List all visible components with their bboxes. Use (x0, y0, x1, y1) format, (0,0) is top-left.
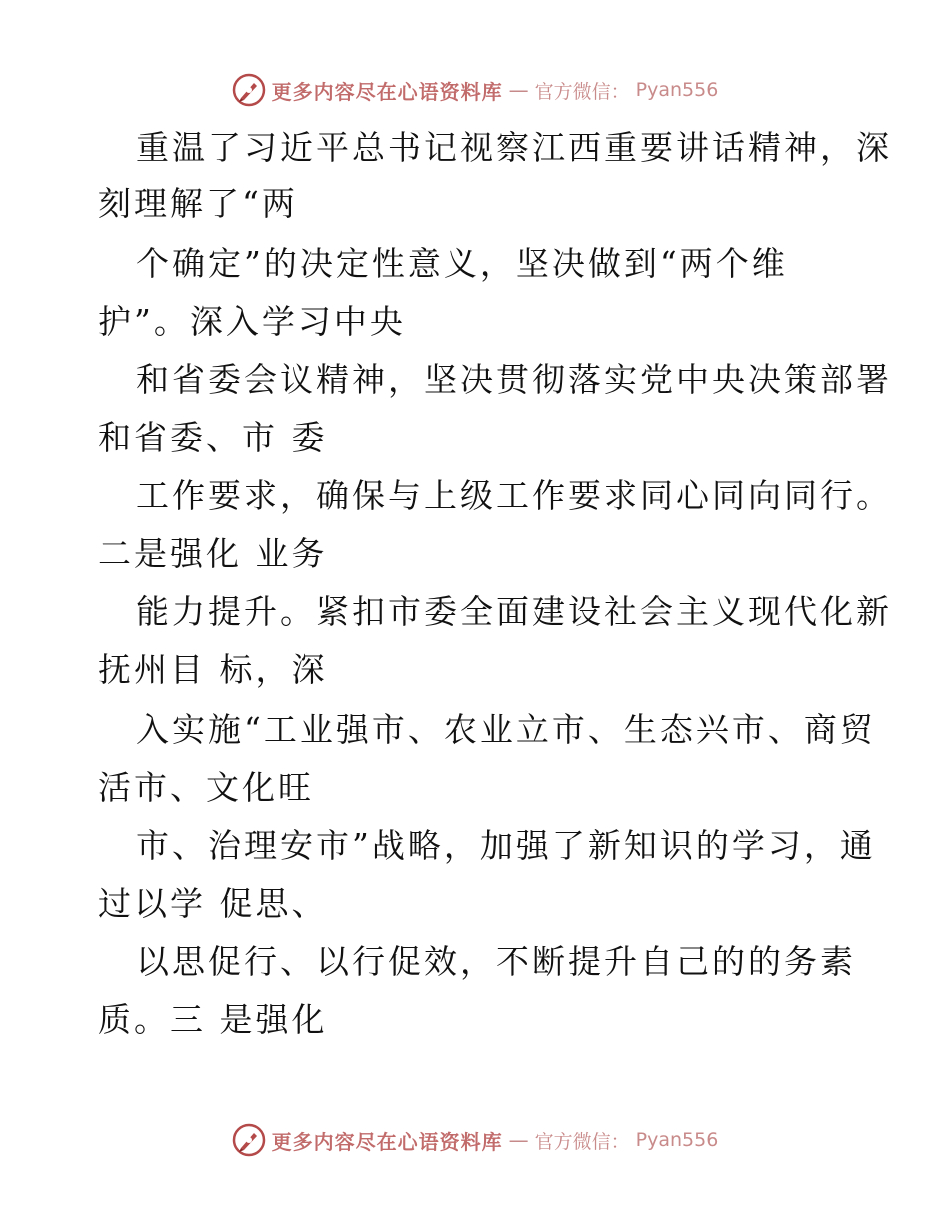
header-wechat-label: 官方微信： (534, 80, 630, 103)
pen-logo-icon (232, 1123, 266, 1157)
body-line-14: 过以学 促思、 (98, 884, 328, 923)
header-dash: — (508, 78, 529, 102)
footer-banner-inner (232, 1123, 719, 1157)
header-wechat-id: Pyan556 (635, 79, 719, 101)
footer-wechat-label: 官方微信： (534, 1130, 630, 1153)
body-line-6: 和省委、市 委 (98, 418, 328, 457)
body-line-9: 能力提升。紧扣市委全面建设社会主义现代化新 (136, 592, 892, 631)
body-line-10: 抚州目 标，深 (98, 650, 328, 689)
body-line-11: 入实施“工业强市、农业立市、生态兴市、商贸 (136, 710, 876, 749)
pen-logo-icon (232, 73, 266, 107)
footer-brand-text: 更多内容尽在心语资料库 (271, 1129, 503, 1154)
body-line-5: 和省委会议精神，坚决贯彻落实党中央决策部署 (136, 360, 892, 399)
body-line-16: 质。三 是强化 (98, 1000, 328, 1039)
body-line-12: 活市、文化旺 (98, 768, 314, 807)
header-brand-text: 更多内容尽在心语资料库 (271, 79, 503, 104)
body-line-2: 刻理解了“两 (98, 184, 298, 223)
body-line-3: 个确定”的决定性意义，坚决做到“两个维 (136, 244, 788, 283)
body-line-13: 市、治理安市”战略，加强了新知识的学习，通 (136, 826, 876, 865)
footer-banner (0, 1120, 950, 1160)
header-banner (0, 70, 950, 110)
body-line-15: 以思促行、以行促效，不断提升自己的的务素 (136, 942, 856, 981)
body-line-7: 工作要求，确保与上级工作要求同心同向同行。 (136, 476, 892, 515)
footer-dash: — (508, 1128, 529, 1152)
body-line-1: 重温了习近平总书记视察江西重要讲话精神，深 (136, 128, 892, 167)
body-line-8: 二是强化 业务 (98, 534, 328, 573)
body-line-4: 护”。深入学习中央 (98, 302, 406, 341)
footer-wechat-id: Pyan556 (635, 1129, 719, 1151)
header-banner-inner (232, 73, 719, 107)
